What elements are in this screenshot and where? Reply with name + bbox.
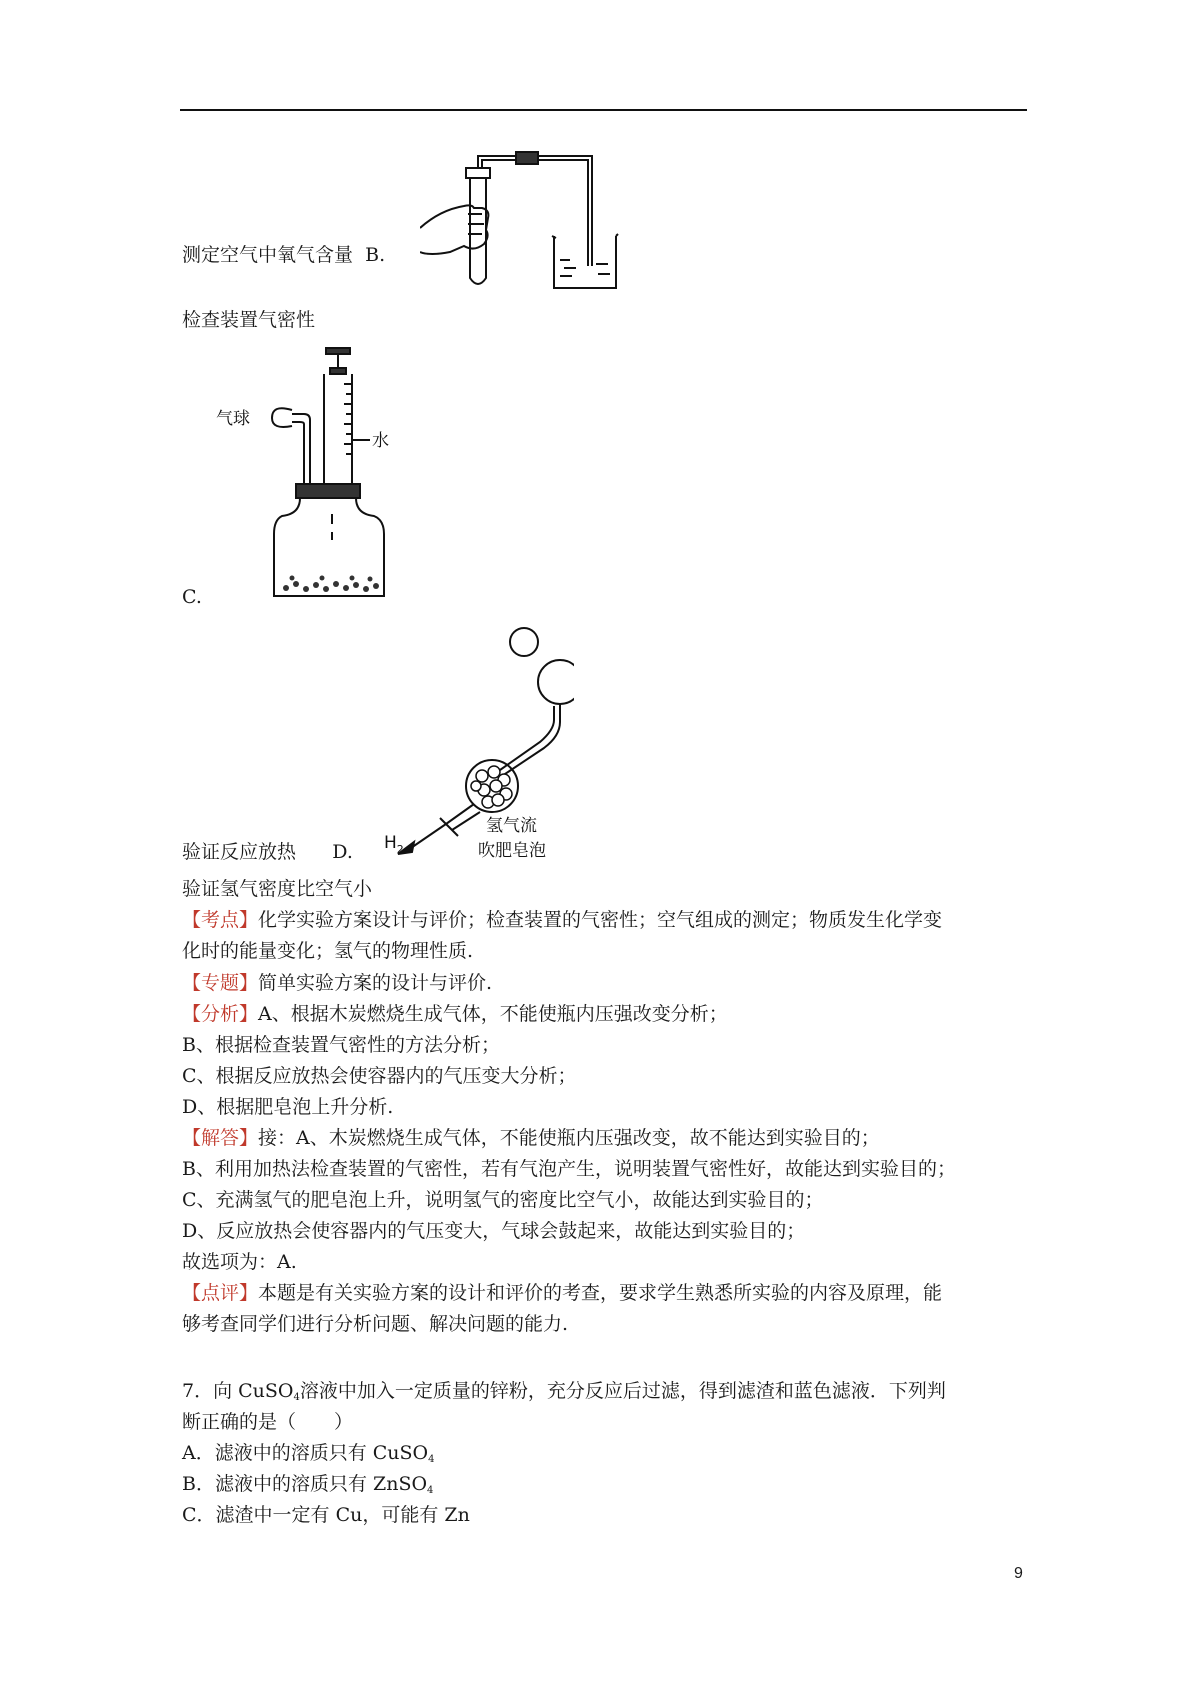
jieda-a: 接：A、木炭燃烧生成气体，不能使瓶内压强改变，故不能达到实验目的； (258, 1127, 880, 1149)
option-b-caption: 检查装置气密性 (182, 309, 316, 331)
fenxi-d: D、根据肥皂泡上升分析. (182, 1096, 394, 1118)
option-c-letter: C. (182, 586, 202, 608)
dianping-line2: 够考查同学们进行分析问题、解决问题的能力. (182, 1313, 569, 1335)
fenxi-tag: 【分析】 (182, 1003, 259, 1025)
water-label: 水 (372, 431, 389, 451)
figure-d-hydrogen-bubbles (384, 626, 574, 858)
question7-option-c: C．滤渣中一定有 Cu，可能有 Zn (182, 1504, 470, 1526)
page-number: 9 (1014, 1565, 1023, 1582)
question7-stem-b: 溶液中加入一定质量的锌粉，充分反应后过滤，得到滤渣和蓝色滤液．下列判 (299, 1380, 946, 1402)
question7-option-a (182, 1441, 435, 1472)
jieda-tag: 【解答】 (182, 1127, 259, 1149)
fenxi-c: C、根据反应放热会使容器内的气压变大分析； (182, 1065, 577, 1087)
answer-line: 故选项为：A. (182, 1251, 297, 1273)
option-b-letter: B. (365, 244, 386, 266)
gas-label: H (384, 833, 397, 853)
option-a-caption-line (182, 243, 385, 267)
question7-stem-a: 7．向 CuSO (182, 1380, 294, 1402)
jieda-b: B、利用加热法检查装置的气密性，若有气泡产生，说明装置气密性好，故能达到实验目的； (182, 1158, 956, 1180)
option-d-letter: D. (332, 841, 353, 863)
dianping-line1 (182, 1281, 942, 1305)
question7-stem-sub: 4 (293, 1392, 300, 1403)
option-d-caption: 验证氢气密度比空气小 (182, 878, 373, 900)
figure-b-airtightness-check (420, 148, 620, 294)
zhuanti-text: 简单实验方案的设计与评价. (258, 972, 493, 994)
jieda-line (182, 1126, 880, 1150)
question7-option-a-text: A．滤液中的溶质只有 CuSO (182, 1442, 429, 1464)
question7-stem-line1 (182, 1379, 946, 1410)
fenxi-line (182, 1002, 728, 1026)
fenxi-a: A、根据木炭燃烧生成气体，不能使瓶内压强改变分析； (258, 1003, 728, 1025)
svg-text:H2 (384, 833, 404, 856)
jieda-d: D、反应放热会使容器内的气压变大，气球会鼓起来，故能达到实验目的； (182, 1220, 806, 1242)
kaodian-line1 (182, 908, 942, 932)
gas-subscript: 2 (396, 843, 404, 856)
header-rule (180, 109, 1027, 111)
dianping-tag: 【点评】 (182, 1282, 259, 1304)
kaodian-text: 化学实验方案设计与评价；检查装置的气密性；空气组成的测定；物质发生化学变 (258, 909, 943, 931)
option-c-caption-line (182, 840, 353, 864)
question7-option-b-text: B．滤液中的溶质只有 ZnSO (182, 1473, 428, 1495)
question7-option-a-sub: 4 (428, 1454, 435, 1465)
fenxi-b: B、根据检查装置气密性的方法分析； (182, 1034, 500, 1056)
dianping-text: 本题是有关实验方案的设计和评价的考查，要求学生熟悉所实验的内容及原理，能 (258, 1282, 943, 1304)
question7-stem-line2: 断正确的是（ ） (182, 1411, 354, 1433)
question7-option-b (182, 1472, 433, 1503)
kaodian-line2: 化时的能量变化；氢气的物理性质. (182, 940, 474, 962)
zhuanti-tag: 【专题】 (182, 972, 259, 994)
zhuanti-line (182, 971, 492, 995)
figure-d-caption-line2: 吹肥皂泡 (478, 841, 546, 858)
figure-c-heat-release (206, 344, 406, 598)
option-a-caption: 测定空气中氧气含量 (182, 244, 354, 266)
jieda-c: C、充满氢气的肥皂泡上升，说明氢气的密度比空气小，故能达到实验目的； (182, 1189, 824, 1211)
kaodian-tag: 【考点】 (182, 909, 259, 931)
question7-option-b-sub: 4 (427, 1485, 434, 1496)
balloon-label: 气球 (216, 409, 250, 429)
option-c-caption: 验证反应放热 (182, 841, 297, 863)
figure-d-caption-line1: 氢气流 (486, 816, 537, 836)
